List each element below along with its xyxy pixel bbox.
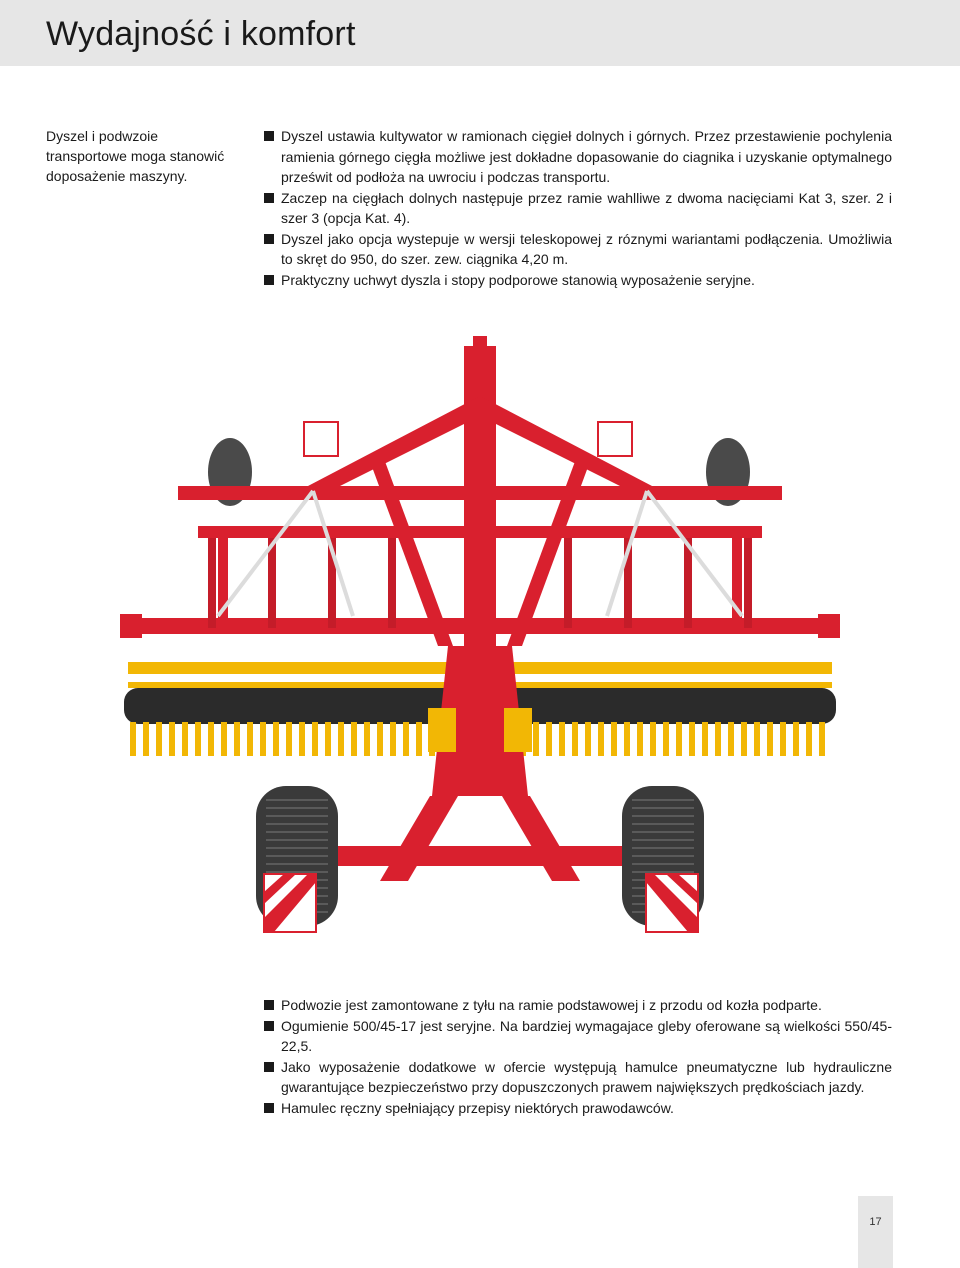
roller-bar — [182, 722, 188, 756]
roller-bar — [208, 722, 214, 756]
roller-bar — [533, 722, 539, 756]
roller-bar — [741, 722, 747, 756]
roller-bar — [286, 722, 292, 756]
roller-bar — [663, 722, 669, 756]
roller-bar — [247, 722, 253, 756]
roller-bar — [130, 722, 136, 756]
page-title: Wydajność i komfort — [46, 15, 356, 53]
roller-bar — [702, 722, 708, 756]
bullet-square-icon — [264, 131, 274, 141]
roller-bar — [234, 722, 240, 756]
roller-bar — [403, 722, 409, 756]
roller-bar — [299, 722, 305, 756]
list-item: Podwozie jest zamontowane z tyłu na ramie podstawowej i z przodu od kozła podparte. — [264, 995, 892, 1016]
roller-bar — [637, 722, 643, 756]
bullet-square-icon — [264, 275, 274, 285]
roller-bar — [221, 722, 227, 756]
roller-bar — [169, 722, 175, 756]
bullet-square-icon — [264, 1062, 274, 1072]
bullet-square-icon — [264, 234, 274, 244]
roller-bar — [546, 722, 552, 756]
roller-bar — [806, 722, 812, 756]
roller-bar — [650, 722, 656, 756]
page-number: 17 — [869, 1216, 882, 1228]
roller-bar — [416, 722, 422, 756]
roller-bar — [273, 722, 279, 756]
list-item: Dyszel ustawia kultywator w ramionach cięgieł dolnych i górnych. Przez przestawienie pochylenia ramienia górnego cięgła możliwe jest dokładne dopasowanie do ciagnika i uzyskanie optymalnego prześwit od podłoża na uwrociu i podczas transportu. — [264, 126, 892, 188]
list-item: Zaczep na cięgłach dolnych następuje przez ramie wahlliwe z dwoma nacięciami Kat 3, szer. 2 i szer 3 (opcja Kat. 4). — [264, 188, 892, 229]
bullet-square-icon — [264, 1000, 274, 1010]
roller-bar — [780, 722, 786, 756]
roller-bar — [377, 722, 383, 756]
feature-list-top — [264, 126, 892, 290]
roller-bar — [351, 722, 357, 756]
roller-bar — [754, 722, 760, 756]
roller-bar — [312, 722, 318, 756]
roller-bar — [598, 722, 604, 756]
page-header — [0, 0, 960, 66]
list-item: Ogumienie 500/45-17 jest seryjne. Na bardziej wymagajace gleby oferowane są wielkości 550/45-22,5. — [264, 1016, 892, 1057]
list-item: Dyszel jako opcja wystepuje w wersji teleskopowej z róznymi wariantami podłączenia. Umożliwia to skręt do 950, do szer. zew. ciągnika 4,20 m. — [264, 229, 892, 270]
roller-bar — [572, 722, 578, 756]
roller-bar — [728, 722, 734, 756]
list-item: Jako wyposażenie dodatkowe w ofercie występują hamulce pneumatyczne lub hydrauliczne gwarantujące bezpieczeństwo przy dopuszczonych prawem największych prędkościach jazdy. — [264, 1057, 892, 1098]
bullet-square-icon — [264, 1103, 274, 1113]
bullet-square-icon — [264, 193, 274, 203]
list-item: Hamulec ręczny spełniający przepisy niektórych prawodawców. — [264, 1098, 892, 1119]
page-number-tab — [858, 1196, 893, 1268]
list-item: Praktyczny uchwyt dyszla i stopy podporowe stanowią wyposażenie seryjne. — [264, 270, 892, 291]
roller-bar — [585, 722, 591, 756]
roller-bar — [156, 722, 162, 756]
roller-bar — [676, 722, 682, 756]
roller-bar — [624, 722, 630, 756]
roller-bar — [819, 722, 825, 756]
roller-bar — [611, 722, 617, 756]
roller-bar — [364, 722, 370, 756]
bullet-square-icon — [264, 1021, 274, 1031]
roller-bar — [767, 722, 773, 756]
side-note: Dyszel i podwzoie transportowe moga stanowić doposażenie maszyny. — [46, 128, 225, 184]
roller-bar — [260, 722, 266, 756]
roller-bar — [715, 722, 721, 756]
roller-bar — [143, 722, 149, 756]
roller-bar — [559, 722, 565, 756]
roller-bar — [390, 722, 396, 756]
roller-bar — [689, 722, 695, 756]
roller-bar — [195, 722, 201, 756]
roller-bar — [338, 722, 344, 756]
roller-bar — [325, 722, 331, 756]
cultivator-machine-image — [108, 326, 852, 956]
roller-bar — [793, 722, 799, 756]
feature-list-bottom — [264, 995, 892, 1118]
